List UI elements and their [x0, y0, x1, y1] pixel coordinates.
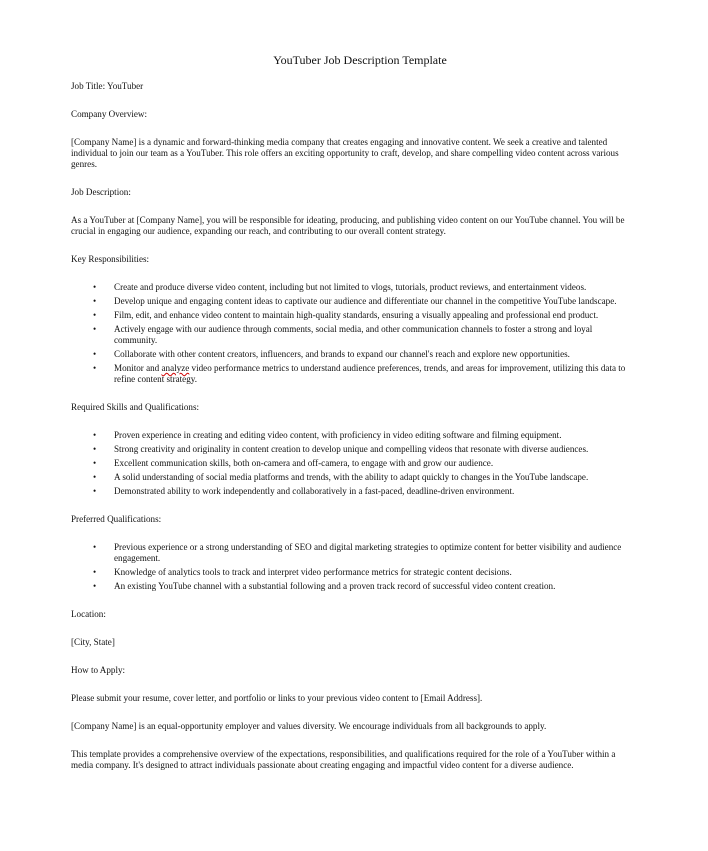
list-item — [71, 310, 631, 321]
bullet-icon: • — [93, 296, 97, 306]
preferred-qualifications-list — [71, 542, 631, 592]
equal-opportunity-statement: [Company Name] is an equal-opportunity employer and values diversity. We encourage individuals from all backgrounds to apply. — [71, 721, 547, 731]
list-item-text-start: Monitor and — [114, 363, 162, 373]
spellcheck-flagged-word: analyze — [161, 363, 190, 373]
list-item-text: Collaborate with other content creators, influencers, and brands to expand our channel's reach and explore new opportunities. — [114, 349, 570, 359]
bullet-icon: • — [93, 567, 97, 577]
list-item-text: Strong creativity and originality in content creation to develop unique and compelling videos that resonate with diverse audiences. — [114, 444, 589, 454]
list-item — [71, 458, 631, 469]
list-item — [71, 363, 631, 385]
list-item-text: Demonstrated ability to work independently and collaboratively in a fast-paced, deadline-driven environment. — [114, 486, 515, 496]
list-item — [71, 581, 631, 592]
required-skills-list — [71, 430, 631, 497]
bullet-icon: • — [93, 363, 97, 373]
list-item-text: Previous experience or a strong understanding of SEO and digital marketing strategies to optimize content for better visibility and audience engagement. — [114, 542, 622, 563]
list-item-text-end: video performance metrics to understand audience preferences, trends, and areas for improvement, utilizing this data to refine content strategy. — [114, 363, 626, 384]
job-title-line: Job Title: YouTuber — [71, 81, 144, 91]
location-heading: Location: — [71, 609, 106, 619]
list-item-text: Knowledge of analytics tools to track and interpret video performance metrics for strategic content decisions. — [114, 567, 512, 577]
bullet-icon: • — [93, 458, 97, 468]
list-item — [71, 296, 631, 307]
how-to-apply-heading: How to Apply: — [71, 665, 126, 675]
key-responsibilities-heading: Key Responsibilities: — [71, 254, 150, 264]
company-overview-heading: Company Overview: — [71, 109, 148, 119]
bullet-icon: • — [93, 472, 97, 482]
list-item — [71, 349, 631, 360]
list-item — [71, 324, 631, 346]
list-item-text: An existing YouTube channel with a substantial following and a proven track record of successful video content creation. — [114, 581, 556, 591]
bullet-icon: • — [93, 486, 97, 496]
job-description-heading: Job Description: — [71, 187, 131, 197]
document-title: YouTuber Job Description Template — [273, 53, 447, 67]
list-item — [71, 542, 631, 564]
bullet-icon: • — [93, 282, 97, 292]
key-responsibilities-list — [71, 282, 631, 385]
bullet-icon: • — [93, 430, 97, 440]
closing-note: This template provides a comprehensive overview of the expectations, responsibilities, and qualifications required for the role of a YouTuber within a media company. It's designed to attract individuals passionate about creating engaging and impactful video content for a diverse audience. — [71, 749, 616, 770]
company-overview-text: [Company Name] is a dynamic and forward-thinking media company that creates engaging and innovative content. We seek a creative and talented individual to join our team as a YouTuber. This role offers an exciting opportunity to craft, develop, and share compelling video content across various genres. — [71, 137, 619, 169]
location-value: [City, State] — [71, 637, 115, 647]
list-item-text: Actively engage with our audience through comments, social media, and other communication channels to foster a strong and loyal community. — [114, 324, 593, 345]
list-item — [71, 486, 631, 497]
list-item — [71, 430, 631, 441]
bullet-icon: • — [93, 581, 97, 591]
required-skills-heading: Required Skills and Qualifications: — [71, 402, 200, 412]
bullet-icon: • — [93, 349, 97, 359]
bullet-icon: • — [93, 542, 97, 552]
list-item-text: Develop unique and engaging content ideas to captivate our audience and differentiate our channel in the competitive YouTube landscape. — [114, 296, 617, 306]
bullet-icon: • — [93, 310, 97, 320]
list-item-text: Film, edit, and enhance video content to maintain high-quality standards, ensuring a visually appealing and professional end product. — [114, 310, 599, 320]
list-item — [71, 444, 631, 455]
list-item-text: A solid understanding of social media platforms and trends, with the ability to adapt quickly to changes in the YouTube landscape. — [114, 472, 589, 482]
list-item-text: Excellent communication skills, both on-camera and off-camera, to engage with and grow our audience. — [114, 458, 494, 468]
bullet-icon: • — [93, 444, 97, 454]
job-description-text: As a YouTuber at [Company Name], you will be responsible for ideating, producing, and publishing video content on our YouTube channel. You will be crucial in engaging our audience, expanding our reach, and contributing to our overall content strategy. — [71, 215, 625, 236]
list-item-text: Create and produce diverse video content, including but not limited to vlogs, tutorials, product reviews, and entertainment videos. — [114, 282, 587, 292]
list-item — [71, 472, 631, 483]
list-item-text: Proven experience in creating and editing video content, with proficiency in video editing software and filming equipment. — [114, 430, 562, 440]
list-item — [71, 567, 631, 578]
preferred-qualifications-heading: Preferred Qualifications: — [71, 514, 162, 524]
bullet-icon: • — [93, 324, 97, 334]
how-to-apply-text: Please submit your resume, cover letter, and portfolio or links to your previous video content to [Email Address]. — [71, 693, 483, 703]
list-item — [71, 282, 631, 293]
document-page — [71, 52, 631, 788]
